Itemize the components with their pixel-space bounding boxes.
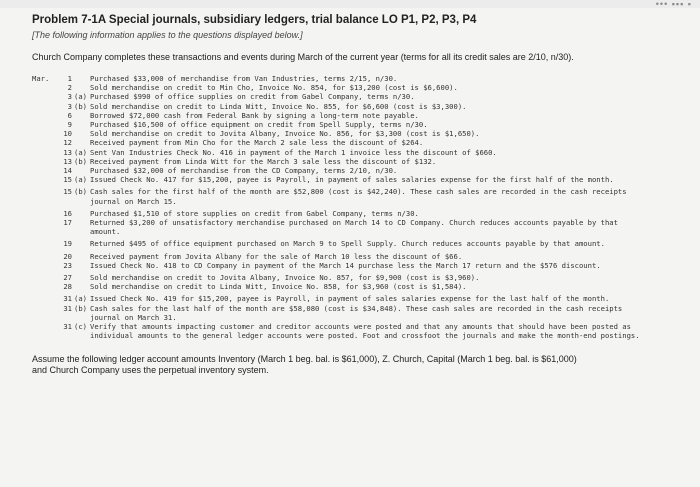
transaction-day: 28 xyxy=(63,282,72,292)
transaction-row xyxy=(32,261,652,270)
problem-content xyxy=(32,14,652,376)
transaction-row xyxy=(32,209,652,218)
transaction-row xyxy=(32,273,652,282)
transaction-label xyxy=(72,261,88,270)
transaction-row xyxy=(32,175,652,184)
transaction-label xyxy=(72,166,88,175)
transaction-description: Sent Van Industries Check No. 416 in payment of the March 1 invoice less the discount of $660. xyxy=(90,147,497,157)
transaction-description: Borrowed $72,000 cash from Federal Bank by signing a long-term note payable. xyxy=(90,110,419,120)
transaction-row xyxy=(32,294,652,303)
problem-intro: Church Company completes these transactions and events during March of the current year (terms for all its credit sales are 2/10, n/30). xyxy=(32,52,574,62)
month-label xyxy=(32,111,54,120)
transaction-description: Sold merchandise on credit to Jovita Albany, Invoice No. 857, for $9,900 (cost is $3,960). xyxy=(90,273,480,283)
month-label: Mar. xyxy=(32,74,50,83)
transaction-label xyxy=(72,273,88,282)
transaction-label: (b) xyxy=(74,101,87,111)
transaction-day: 17 xyxy=(63,218,72,228)
month-label xyxy=(32,322,54,340)
transaction-row xyxy=(32,282,652,291)
month-label xyxy=(32,239,54,248)
month-label xyxy=(32,209,54,218)
transaction-label xyxy=(72,209,88,218)
month-label xyxy=(32,129,54,138)
transaction-row xyxy=(32,322,652,340)
transaction-description: Purchased $1,510 of store supplies on credit from Gabel Company, terms n/30. xyxy=(90,208,419,218)
month-label xyxy=(32,175,54,184)
transaction-description: Received payment from Linda Witt for the March 3 sale less the discount of $132. xyxy=(90,156,437,166)
transaction-day: 13 xyxy=(63,147,72,157)
transaction-row xyxy=(32,157,652,166)
transaction-label xyxy=(72,74,88,83)
month-label xyxy=(32,157,54,166)
transaction-row xyxy=(32,111,652,120)
transaction-label xyxy=(72,239,88,248)
transaction-row xyxy=(32,129,652,138)
transaction-day: 31 xyxy=(63,303,72,313)
transaction-description: Issued Check No. 417 for $15,200, payee is Payroll, in payment of sales salaries expense for the first half of the month. xyxy=(90,175,614,185)
transaction-day: 31 xyxy=(63,294,72,304)
transaction-day: 12 xyxy=(63,138,72,148)
transaction-day: 20 xyxy=(63,251,72,261)
transaction-row xyxy=(32,187,652,205)
transaction-description: Purchased $32,000 of merchandise from the CD Company, terms 2/10, n/30. xyxy=(90,166,398,176)
transaction-description: Sold merchandise on credit to Linda Witt, Invoice No. 858, for $3,960 (cost is $1,584). xyxy=(90,282,467,292)
transaction-label xyxy=(72,282,88,291)
transaction-label xyxy=(72,129,88,138)
month-label xyxy=(32,102,54,111)
month-label xyxy=(32,273,54,282)
transaction-day: 15 xyxy=(63,187,72,197)
transaction-row xyxy=(32,102,652,111)
transaction-description: Sold merchandise on credit to Jovita Albany, Invoice No. 856, for $3,300 (cost is $1,650). xyxy=(90,129,480,139)
month-label xyxy=(32,138,54,147)
transaction-list xyxy=(32,74,652,340)
transaction-description: Received payment from Jovita Albany for the sale of March 10 less the discount of $66. xyxy=(90,251,463,261)
transaction-day: 15 xyxy=(63,175,72,185)
transaction-day: 9 xyxy=(67,120,72,130)
transaction-description: Purchased $16,500 of office equipment on credit from Spell Supply, terms n/30. xyxy=(90,120,428,130)
transaction-description: Issued Check No. 418 to CD Company in payment of the March 14 purchase less the March 17 return and the $576 discount. xyxy=(90,260,601,270)
month-label xyxy=(32,166,54,175)
transaction-description: Cash sales for the last half of the month are $58,080 (cost is $34,848). These cash sales are recorded in the cash receipts journal on March 31. xyxy=(90,303,623,322)
transaction-row xyxy=(32,252,652,261)
problem-note: [The following information applies to the questions displayed below.] xyxy=(32,30,303,40)
transaction-row xyxy=(32,74,652,83)
transaction-description: Purchased $990 of office supplies on credit from Gabel Company, terms n/30. xyxy=(90,92,415,102)
month-label xyxy=(32,294,54,303)
transaction-label xyxy=(72,83,88,92)
transaction-day: 31 xyxy=(63,322,72,332)
transaction-day: 23 xyxy=(63,260,72,270)
top-toolbar xyxy=(0,0,700,8)
transaction-description: Purchased $33,000 of merchandise from Van Industries, terms 2/15, n/30. xyxy=(90,74,398,83)
transaction-label: (b) xyxy=(74,303,87,313)
transaction-day: 14 xyxy=(63,166,72,176)
transaction-label: (a) xyxy=(74,147,87,157)
transaction-label: (c) xyxy=(74,322,87,332)
transaction-description: Issued Check No. 419 for $15,200, payee is Payroll, in payment of sales salaries expense for the last half of the month. xyxy=(90,294,610,304)
month-label xyxy=(32,261,54,270)
transaction-description: Verify that amounts impacting customer and creditor accounts were posted and that any amounts that should have been posted as individual amounts to the general ledger accounts were posted. Foot and crossfoot the journals and make the month-end postings. xyxy=(90,322,640,341)
transaction-row xyxy=(32,138,652,147)
transaction-row xyxy=(32,239,652,248)
transaction-description: Sold merchandise on credit to Linda Witt, Invoice No. 855, for $6,600 (cost is $3,300). xyxy=(90,101,467,111)
month-label xyxy=(32,252,54,261)
transaction-label: (a) xyxy=(74,92,87,102)
transaction-day: 6 xyxy=(67,110,72,120)
transaction-description: Returned $3,200 of unsatisfactory merchandise purchased on March 14 to CD Company. Church reduces accounts payable by that amount. xyxy=(90,218,618,237)
transaction-label xyxy=(72,218,88,236)
transaction-description: Returned $495 of office equipment purchased on March 9 to Spell Supply. Church reduces accounts payable by that amount. xyxy=(90,239,605,249)
month-label xyxy=(32,282,54,291)
transaction-row xyxy=(32,218,652,236)
month-label xyxy=(32,120,54,129)
transaction-day: 2 xyxy=(67,83,72,93)
transaction-description: Received payment from Min Cho for the March 2 sale less the discount of $264. xyxy=(90,138,424,148)
transaction-description: Cash sales for the first half of the month are $52,800 (cost is $42,240). These cash sales are recorded in the cash receipts journal on March 15. xyxy=(90,187,627,206)
transaction-label xyxy=(72,252,88,261)
transaction-day: 16 xyxy=(63,208,72,218)
month-label xyxy=(32,218,54,236)
transaction-row xyxy=(32,120,652,129)
transaction-row xyxy=(32,304,652,322)
transaction-label: (a) xyxy=(74,175,87,185)
transaction-label xyxy=(72,111,88,120)
transaction-label: (a) xyxy=(74,294,87,304)
transaction-day: 27 xyxy=(63,273,72,283)
transaction-label xyxy=(72,138,88,147)
transaction-row xyxy=(32,83,652,92)
month-label xyxy=(32,92,54,101)
transaction-day: 3 xyxy=(67,101,72,111)
toolbar-icons[interactable]: ••• ▪▪▪ ▪ xyxy=(655,0,692,9)
transaction-label xyxy=(72,120,88,129)
transaction-row xyxy=(32,148,652,157)
transaction-day: 3 xyxy=(67,92,72,102)
problem-title: Problem 7-1A Special journals, subsidiary ledgers, trial balance LO P1, P2, P3, P4 xyxy=(32,14,477,26)
transaction-label: (b) xyxy=(74,156,87,166)
month-label xyxy=(32,83,54,92)
month-label xyxy=(32,148,54,157)
transaction-row xyxy=(32,92,652,101)
transaction-description: Sold merchandise on credit to Min Cho, Invoice No. 854, for $13,200 (cost is $6,600). xyxy=(90,83,458,93)
month-label xyxy=(32,187,54,205)
transaction-label: (b) xyxy=(74,187,87,197)
transaction-row xyxy=(32,166,652,175)
transaction-day: 19 xyxy=(63,239,72,249)
transaction-day: 13 xyxy=(63,156,72,166)
problem-footer: Assume the following ledger account amounts Inventory (March 1 beg. bal. is $61,000), Z. Church, Capital (March 1 beg. bal. is $61,000) and Church Company uses the perpetual inventory system. xyxy=(32,354,577,376)
transaction-day: 1 xyxy=(67,74,72,83)
month-label xyxy=(32,304,54,322)
transaction-day: 10 xyxy=(63,129,72,139)
